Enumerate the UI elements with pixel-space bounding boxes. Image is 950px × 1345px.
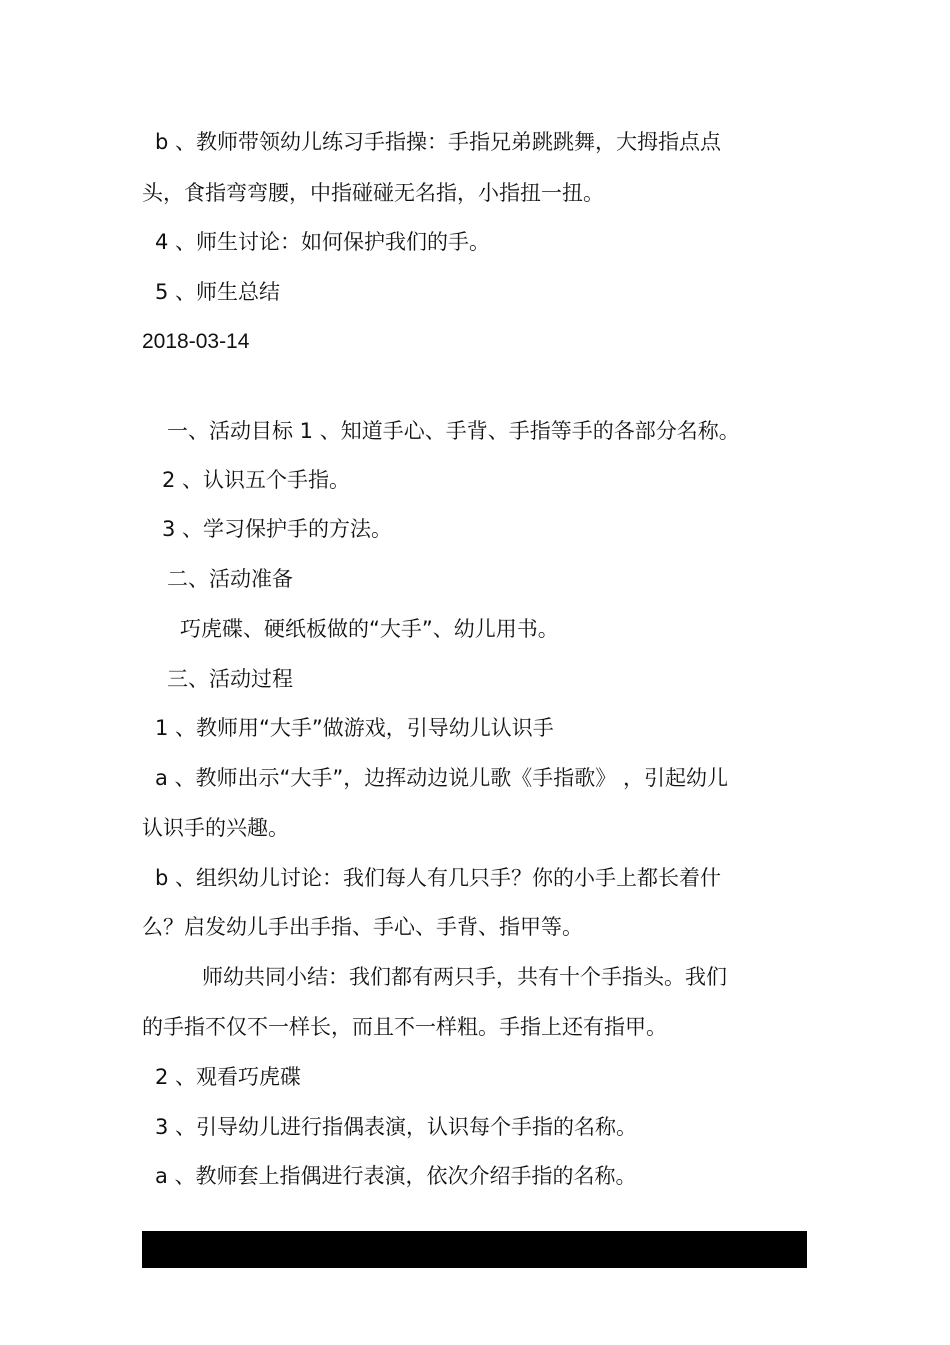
text-line-2: 头，食指弯弯腰，中指碰碰无名指，小指扭一扭。 (142, 181, 604, 205)
text-line-14: 认识手的兴趣。 (142, 816, 289, 840)
text-line-7: 2 、认识五个手指。 (162, 468, 351, 492)
text-line-8: 3 、学习保护手的方法。 (162, 517, 393, 541)
text-line-1: b 、教师带领幼儿练习手指操：手指兄弟跳跳舞，大拇指点点 (155, 130, 722, 154)
text-line-3: 4 、师生讨论：如何保护我们的手。 (155, 230, 491, 254)
text-line-10: 巧虎碟、硬纸板做的“大手”、幼儿用书。 (180, 617, 559, 641)
text-line-17: 师幼共同小结：我们都有两只手，共有十个手指头。我们 (202, 965, 727, 989)
date-line: 2018-03-14 (142, 330, 250, 353)
text-line-18: 的手指不仅不一样长，而且不一样粗。手指上还有指甲。 (142, 1015, 667, 1039)
text-line-13: a 、教师出示“大手”，边挥动边说儿歌《手指歌》 ，引起幼儿 (155, 766, 728, 790)
text-line-21: a 、教师套上指偶进行表演，依次介绍手指的名称。 (155, 1164, 637, 1188)
text-line-16: 么？启发幼儿手出手指、手心、手背、指甲等。 (142, 915, 583, 939)
black-redaction-bar (142, 1231, 807, 1268)
text-line-20: 3 、引导幼儿进行指偶表演，认识每个手指的名称。 (155, 1115, 638, 1139)
section-preparation: 二、活动准备 (167, 567, 293, 591)
text-line-19: 2 、观看巧虎碟 (155, 1065, 302, 1089)
text-line-12: 1 、教师用“大手”做游戏，引导幼儿认识手 (155, 716, 554, 740)
text-line-15: b 、组织幼儿讨论：我们每人有几只手？你的小手上都长着什 (155, 866, 722, 890)
section-process: 三、活动过程 (167, 667, 293, 691)
text-line-4: 5 、师生总结 (155, 280, 281, 304)
section-objectives: 一、活动目标 1 、知道手心、手背、手指等手的各部分名称。 (167, 419, 740, 443)
